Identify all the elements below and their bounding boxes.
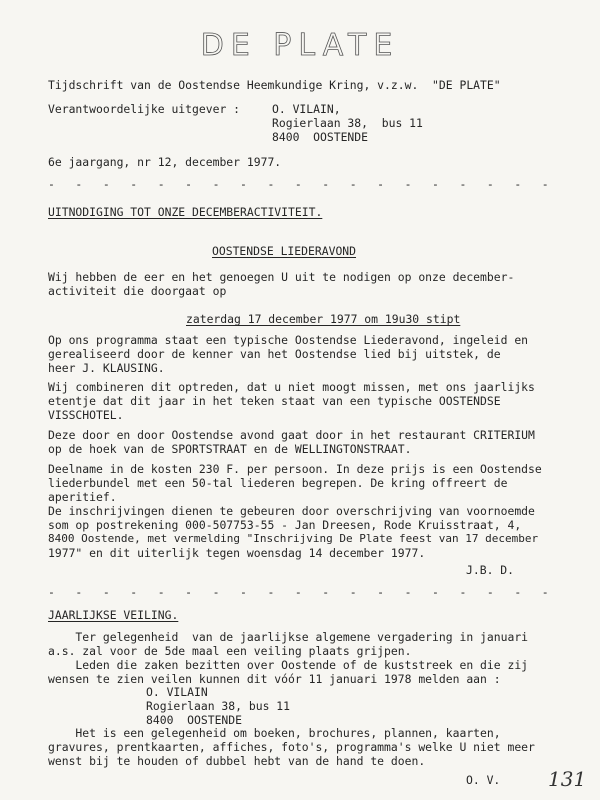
page-number: 131 [548, 767, 587, 791]
invitation-p2-line3: heer J. KLAUSING. [48, 361, 165, 375]
invitation-signature: J.B. D. [466, 563, 515, 577]
invitation-p4-line1: Deze door en door Oostendse avond gaat door in het restaurant CRITERIUM [48, 428, 535, 442]
invitation-p5-line4: De inschrijvingen dienen te gebeuren door overschrijving van voornoemde [48, 504, 535, 518]
invitation-p4-line2: op de hoek van de SPORTSTRAAT en de WELLINGTONSTRAAT. [48, 442, 412, 456]
invitation-p5-line1: Deelname in de kosten 230 F. per persoon. In deze prijs is een Oostendse [48, 462, 542, 476]
auction-p3-line1: Het is een gelegenheid om boeken, brochures, plannen, kaarten, [48, 726, 501, 740]
invitation-p5-line5: som op postrekening 000-507753-55 - Jan Dreesen, Rode Kruisstraat, 4, [48, 518, 522, 532]
auction-address-street: Rogierlaan 38, bus 11 [146, 699, 291, 713]
invitation-p5-line3: aperitief. [48, 490, 117, 504]
auction-address-city: 8400 OOSTENDE [146, 713, 243, 727]
invitation-p3-line1: Wij combineren dit optreden, dat u niet moogt missen, met ons jaarlijks [48, 380, 535, 394]
invitation-p1-line1: Wij hebben de eer en het genoegen U uit te nodigen op onze december- [48, 270, 515, 284]
publisher-label: Verantwoordelijke uitgever : [48, 102, 241, 116]
auction-p2-line2: wensen te zien veilen kunnen dit vóór 11 januari 1978 melden aan : [48, 672, 501, 686]
invitation-p3-line3: VISSCHOTEL. [48, 408, 124, 422]
issue-info: 6e jaargang, nr 12, december 1977. [48, 155, 282, 169]
masthead-subtitle: Tijdschrift van de Oostendse Heemkundige Kring, v.z.w. "DE PLATE" [48, 78, 501, 92]
masthead-title: DE PLATE [200, 28, 400, 63]
invitation-p2-line1: Op ons programma staat een typische Oostendse Liederavond, ingeleid en [48, 333, 529, 347]
separator-line: - - - - - - - - - - - - - - - - - - - [48, 177, 549, 191]
invitation-p1-line2: activiteit die doorgaat op [48, 284, 227, 298]
auction-heading: JAARLIJKSE VEILING. [48, 608, 179, 622]
invitation-p2-line2: gerealiseerd door de kenner van het Oostendse lied bij uitstek, de [48, 347, 501, 361]
auction-p2-line1: Leden die zaken bezitten over Oostende of de kuststreek en die zij [48, 658, 529, 672]
auction-p3-line3: wenst bij te houden of dubbel hebt van de hand te doen. [48, 754, 426, 768]
auction-p1-line2: a.s. zal voor de 5de maal een veiling plaats grijpen. [48, 644, 412, 658]
invitation-subheading: OOSTENDSE LIEDERAVOND [212, 244, 357, 258]
auction-address-name: O. VILAIN [146, 685, 208, 699]
invitation-p5-line7: 1977" en dit uiterlijk tegen woensdag 14 december 1977. [48, 546, 426, 560]
separator-line-2: - - - - - - - - - - - - - - - - - - - [48, 585, 549, 599]
auction-signature: O. V. [466, 773, 501, 787]
invitation-p3-line2: etentje dat dit jaar in het teken staat van een typische OOSTENDSE [48, 394, 501, 408]
invitation-p5-line6: 8400 Oostende, met vermelding "Inschrijving De Plate feest van 17 december [48, 532, 539, 545]
auction-p3-line2: gravures, prentkaarten, affiches, foto's, programma's welke U niet meer [48, 740, 535, 754]
event-date: zaterdag 17 december 1977 om 19u30 stipt [186, 312, 461, 326]
invitation-heading: UITNODIGING TOT ONZE DECEMBERACTIVITEIT. [48, 205, 323, 219]
auction-p1-line1: Ter gelegenheid van de jaarlijkse algemene vergadering in januari [48, 630, 529, 644]
publisher-street: Rogierlaan 38, bus 11 [272, 116, 423, 130]
publisher-city: 8400 OOSTENDE [272, 130, 369, 144]
invitation-p5-line2: liederbundel met een 50-tal liederen begrepen. De kring offreert de [48, 476, 508, 490]
publisher-name: O. VILAIN, [272, 102, 341, 116]
